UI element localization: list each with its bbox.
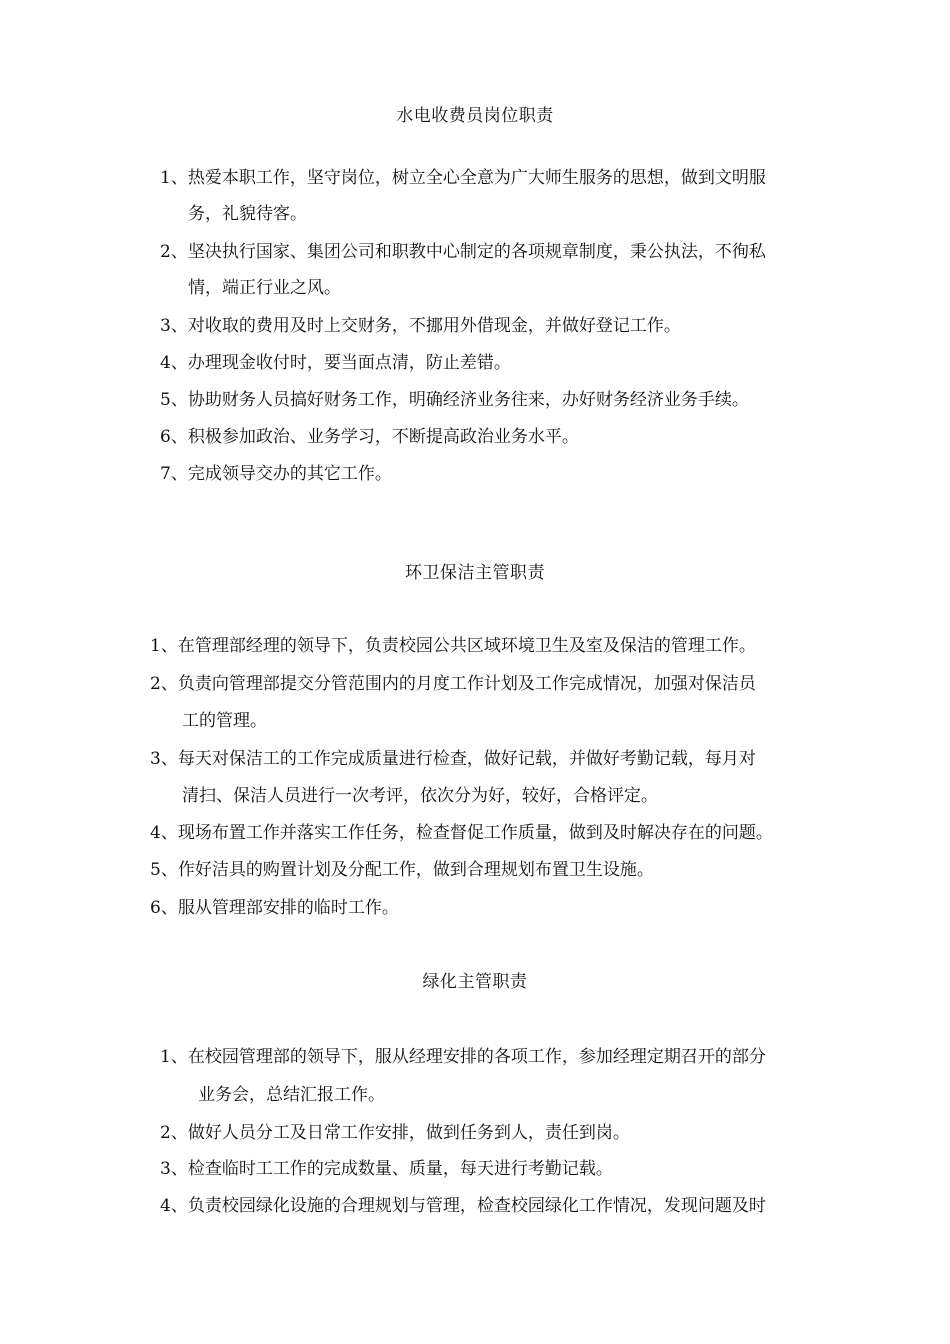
item-number: 7、 [160,464,188,484]
section-title-sanitation: 环卫保洁主管职责 [405,563,545,583]
item-number: 5、 [150,860,178,880]
item-text: 检查临时工工作的完成数量、质量，每天进行考勤记载。 [187,1159,613,1179]
item-number: 3、 [160,1159,188,1179]
item-number: 1、 [160,1047,188,1067]
item-number: 4、 [150,823,178,843]
item-number: 2、 [150,674,178,694]
list-item [150,896,399,920]
item-text: 作好洁具的购置计划及分配工作，做到合理规划布置卫生设施。 [177,860,654,880]
list-item [150,821,773,845]
list-item [160,1121,630,1145]
list-item [160,166,766,190]
item-text: 做好人员分工及日常工作安排，做到任务到人，责任到岗。 [187,1123,630,1143]
list-item [160,1157,613,1181]
list-item [150,747,756,771]
item-text: 完成领导交办的其它工作。 [187,464,392,484]
item-number: 4、 [160,353,188,373]
section-title-greening: 绿化主管职责 [422,972,528,992]
list-item [160,425,579,449]
item-continuation: 工的管理。 [182,711,267,731]
item-number: 3、 [160,316,188,336]
list-item [150,634,756,658]
item-text: 服从管理部安排的临时工作。 [177,898,399,918]
list-item [160,314,681,338]
list-item [160,1045,766,1069]
item-number: 1、 [160,168,188,188]
list-item [160,240,766,264]
list-item [160,1194,766,1218]
item-text: 对收取的费用及时上交财务，不挪用外借现金，并做好登记工作。 [187,316,681,336]
item-number: 5、 [160,390,188,410]
item-text: 现场布置工作并落实工作任务，检查督促工作质量，做到及时解决存在的问题。 [177,823,773,843]
item-number: 1、 [150,636,178,656]
item-text: 负责向管理部提交分管范围内的月度工作计划及工作完成情况，加强对保洁员 [177,674,756,694]
item-number: 3、 [150,749,178,769]
item-number: 2、 [160,242,188,262]
item-text: 在管理部经理的领导下，负责校园公共区域环境卫生及室及保洁的管理工作。 [177,636,756,656]
item-text: 办理现金收付时，要当面点清，防止差错。 [187,353,511,373]
list-item [150,858,654,882]
list-item [160,462,392,486]
item-text: 每天对保洁工的工作完成质量进行检查，做好记载，并做好考勤记载，每月对 [177,749,756,769]
item-number: 6、 [150,898,178,918]
item-continuation: 情，端正行业之风。 [188,278,341,298]
item-text: 热爱本职工作，坚守岗位，树立全心全意为广大师生服务的思想，做到文明服 [187,168,766,188]
item-number: 2、 [160,1123,188,1143]
item-text: 协助财务人员搞好财务工作，明确经济业务往来，办好财务经济业务手续。 [187,390,749,410]
section-title-water-electric: 水电收费员岗位职责 [396,106,554,126]
item-text: 积极参加政治、业务学习，不断提高政治业务水平。 [187,427,579,447]
list-item [160,388,749,412]
item-text: 坚决执行国家、集团公司和职教中心制定的各项规章制度，秉公执法，不徇私 [187,242,766,262]
item-continuation: 务，礼貌待客。 [188,204,307,224]
item-number: 6、 [160,427,188,447]
list-item [150,672,756,696]
item-continuation: 业务会，总结汇报工作。 [198,1085,385,1105]
item-number: 4、 [160,1196,188,1216]
item-continuation: 清扫、保洁人员进行一次考评，依次分为好，较好，合格评定。 [182,786,658,806]
list-item [160,351,511,375]
item-text: 负责校园绿化设施的合理规划与管理，检查校园绿化工作情况，发现问题及时 [187,1196,766,1216]
item-text: 在校园管理部的领导下，服从经理安排的各项工作，参加经理定期召开的部分 [187,1047,766,1067]
